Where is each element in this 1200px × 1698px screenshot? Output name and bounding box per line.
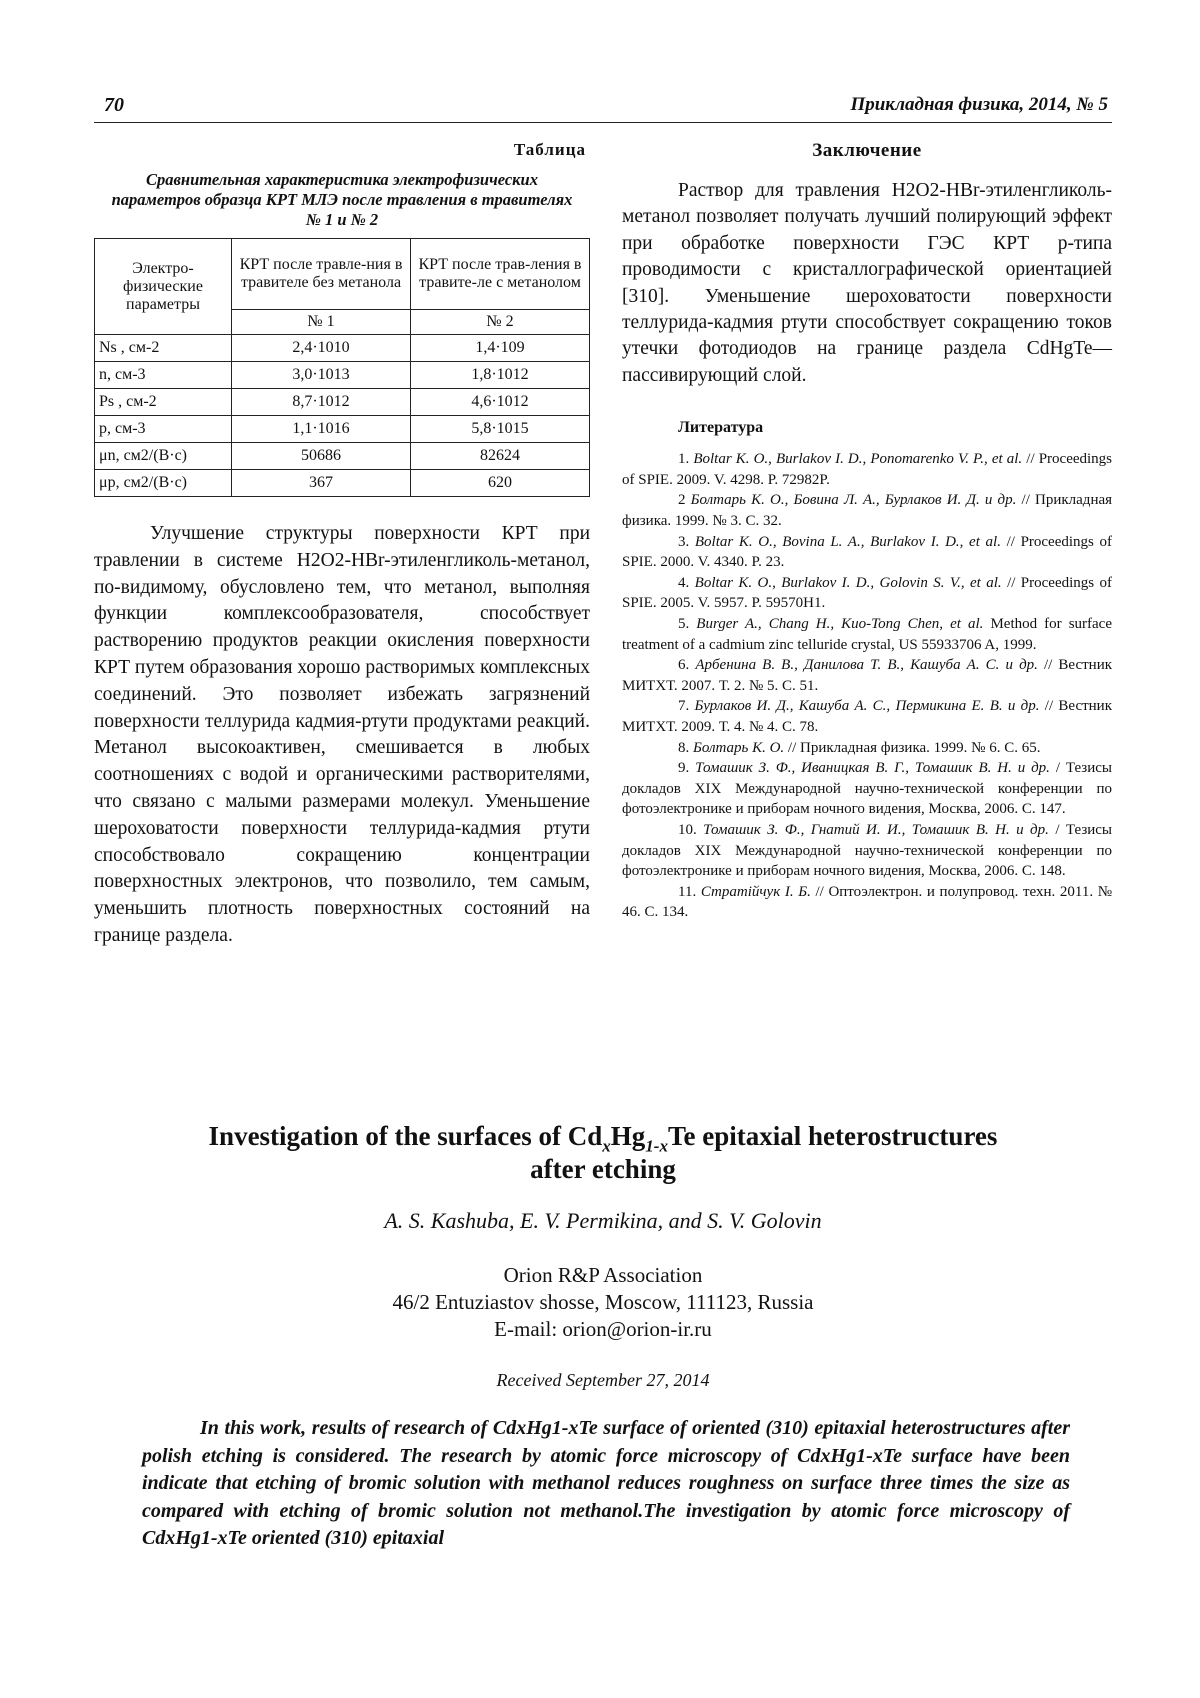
reference-item [622,655,1112,696]
reference-authors: Бурлаков И. Д., Кашуба А. С., Пермикина Е. В. и др. [694,698,1040,715]
english-title [94,1120,1112,1186]
reference-source: // Вестник МИТХТ. 2007. Т. 2. № 5. С. 51. [622,657,1113,694]
reference-authors: Boltar K. O., Bovina L. A., Burlakov I. D., et al. [694,533,1001,550]
page-number: 70 [104,94,124,116]
table-header-row [95,239,590,310]
table-row [95,389,590,416]
reference-source: // Вестник МИТХТ. 2009. Т. 4. № 4. С. 78. [622,698,1113,735]
reference-source: // Proceedings of SPIE. 2009. V. 4298. P. 72982P. [622,451,1113,488]
reference-item [622,490,1112,531]
reference-item [622,614,1112,655]
table-header-num1: № 1 [232,310,411,335]
reference-number: 11. [678,883,697,900]
english-title-sub-1x: 1-x [645,1136,668,1156]
table-header-params: Электро-физические параметры [95,239,232,335]
reference-list [622,449,1112,923]
english-title-part1: Investigation of the surfaces of Cd [208,1121,603,1151]
table-cell-param: Ns , см-2 [95,335,232,362]
table-cell-param: μn, см2/(В·с) [95,443,232,470]
table-cell-value2: 4,6·1012 [411,389,590,416]
table-cell-param: n, см-3 [95,362,232,389]
reference-item [622,738,1112,759]
table-cell-param: p, см-3 [95,416,232,443]
reference-item [622,449,1112,490]
reference-authors: Стратійчук І. Б. [700,883,811,900]
journal-title: Прикладная физика, 2014, № 5 [850,94,1108,115]
conclusion-text: Раствор для травления H2O2-HBr-этиленгликоль-метанол позволяет получать лучший полирующий эффект при обработке поверхности ГЭС КРТ p-типа проводимости с кристаллографической ориентацией [310]. Уменьшение шероховатости поверхности теллурида-кадмия ртути способствует сокращению токов утечки фотодиодов на границе раздела CdHgTe—пассивирующий слой. [622,180,1112,386]
reference-number: 10. [678,821,697,838]
reference-source: // Прикладная физика. 1999. № 6. С. 65. [787,739,1041,756]
left-paragraph: Улучшение структуры поверхности КРТ при травлении в системе H2O2-HBr-этиленгликоль-метанол, по-видимому, обусловлено тем, что метанол, выполняя функции комплексообразователя, способствует растворению продуктов реакции окисления поверхности КРТ путем образования хорошо растворимых комплексных соединений. Это позволяет избежать загрязнений поверхности теллурида кадмия-ртути продуктами реакций. Метанол высокоактивен, смешивается в любых соотношениях с водой и органическими растворителями, что связано с малыми размерами молекул. Уменьшение шероховатости поверхности теллурида-кадмия ртути способствовало сокращению концентрации поверхностных электронов, что позволило, тем самым, уменьшить плотность поверхностных состояний на границе раздела. [94,523,590,946]
table-row [95,443,590,470]
affiliation-email: E-mail: orion@orion-ir.ru [494,1317,712,1341]
reference-number: 4. [678,574,690,591]
table-cell-value2: 5,8·1015 [411,416,590,443]
table-row [95,362,590,389]
parameters-table [94,238,590,497]
reference-item [622,820,1112,882]
table-cell-value2: 1,4·109 [411,335,590,362]
reference-authors: Burger A., Chang H., Kuo-Tong Chen, et al. [696,616,984,632]
reference-authors: Томашик З. Ф., Гнатий И. И., Томашик В. Н. и др. [703,821,1049,838]
table-cell-value2: 82624 [411,443,590,470]
table-header-without-methanol: КРТ после травле-ния в травителе без метанола [232,239,411,310]
table-cell-value2: 620 [411,470,590,497]
english-title-part3: Te epitaxial heterostructures [667,1121,998,1151]
reference-source: Method for surface treatment of a cadmium zinc telluride crystal, US 55933706 A, 1999. [622,616,1112,653]
reference-source: // Оптоэлектрон. и полупровод. техн. 2011. № 46. С. 134. [622,883,1113,921]
page-header [94,92,1112,123]
english-title-sub-x: x [602,1136,611,1156]
reference-authors: Болтарь К. О., Бовина Л. А., Бурлаков И. Д. и др. [690,492,1017,509]
reference-source: / Тезисы докладов XIX Международной научно-технической конференции по фотоэлектронике и приборам ночного видения, Москва, 2006. С. 148. [622,821,1113,880]
table-row [95,470,590,497]
reference-number: 3. [678,533,690,550]
table-cell-param: Ps , см-2 [95,389,232,416]
english-title-line2: after etching [530,1154,676,1184]
table-cell-value1: 367 [232,470,411,497]
table-label: Таблица [513,140,586,159]
affiliation-org: Orion R&P Association [503,1263,703,1287]
table-caption: Сравнительная характеристика электрофизических параметров образца КРТ МЛЭ после травления в травителях № 1 и № 2 [111,170,573,229]
reference-number: 7. [678,698,690,715]
reference-authors: Арбенина В. В., Данилова Т. В., Кашуба А. С. и др. [695,657,1038,674]
reference-number: 1. [678,451,690,468]
literature-heading: Литература [678,419,764,437]
english-authors: A. S. Kashuba, E. V. Permikina, and S. V. Golovin [384,1208,822,1233]
english-abstract: In this work, results of research of CdxHg1-xTe surface of oriented (310) epitaxial heterostructures after polish etching is considered. The research by atomic force microscopy of CdxHg1-xTe surface have been indicate that etching of bromic solution with methanol reduces roughness on surface three times the size as compared with etching of bromic solution not methanol.The investigation by atomic force microscopy of CdxHg1-xTe oriented (310) epitaxial [142,1417,1070,1549]
table-cell-value1: 50686 [232,443,411,470]
reference-number: 8. [678,739,690,756]
reference-number: 2 [678,492,686,509]
reference-source: // Proceedings of SPIE. 2000. V. 4340. P. 23. [622,533,1113,571]
table-header-with-methanol: КРТ после трав-ления в травите-ле с метанолом [411,239,590,310]
table-cell-value1: 8,7·1012 [232,389,411,416]
reference-authors: Томашик З. Ф., Иваницкая В. Г., Томашик В. Н. и др. [695,760,1050,777]
table-cell-value2: 1,8·1012 [411,362,590,389]
table-cell-value1: 3,0·1013 [232,362,411,389]
reference-authors: Boltar K. O., Burlakov I. D., Golovin S. V., et al. [694,574,1002,591]
affiliation [94,1262,1112,1343]
reference-item [622,882,1112,923]
table-cell-param: μp, см2/(В·с) [95,470,232,497]
left-column [94,134,590,950]
reference-item [622,573,1112,614]
reference-item [622,532,1112,573]
table-row [95,335,590,362]
reference-number: 6. [678,657,690,674]
reference-source: // Прикладная физика. 1999. № 3. С. 32. [622,492,1113,530]
english-title-part2: Hg [610,1121,646,1151]
conclusion-heading: Заключение [812,140,922,161]
table-row [95,416,590,443]
reference-item [622,758,1112,820]
table-cell-value1: 2,4·1010 [232,335,411,362]
reference-number: 5. [678,616,690,632]
reference-source: // Proceedings of SPIE. 2005. V. 5957. P. 59570H1. [622,574,1113,612]
affiliation-address: 46/2 Entuziastov shosse, Moscow, 111123, Russia [392,1290,814,1314]
reference-authors: Болтарь К. О. [693,739,785,756]
reference-number: 9. [678,760,690,777]
received-date: Received September 27, 2014 [496,1370,710,1390]
table-header-num2: № 2 [411,310,590,335]
right-column [622,134,1112,923]
reference-item [622,696,1112,737]
reference-authors: Boltar K. O., Burlakov I. D., Ponomarenko V. P., et al. [693,451,1023,468]
reference-source: / Тезисы докладов XIX Международной научно-технической конференции по фотоэлектронике и приборам ночного видения, Москва, 2006. С. 147. [622,760,1112,818]
table-body [95,335,590,497]
table-cell-value1: 1,1·1016 [232,416,411,443]
